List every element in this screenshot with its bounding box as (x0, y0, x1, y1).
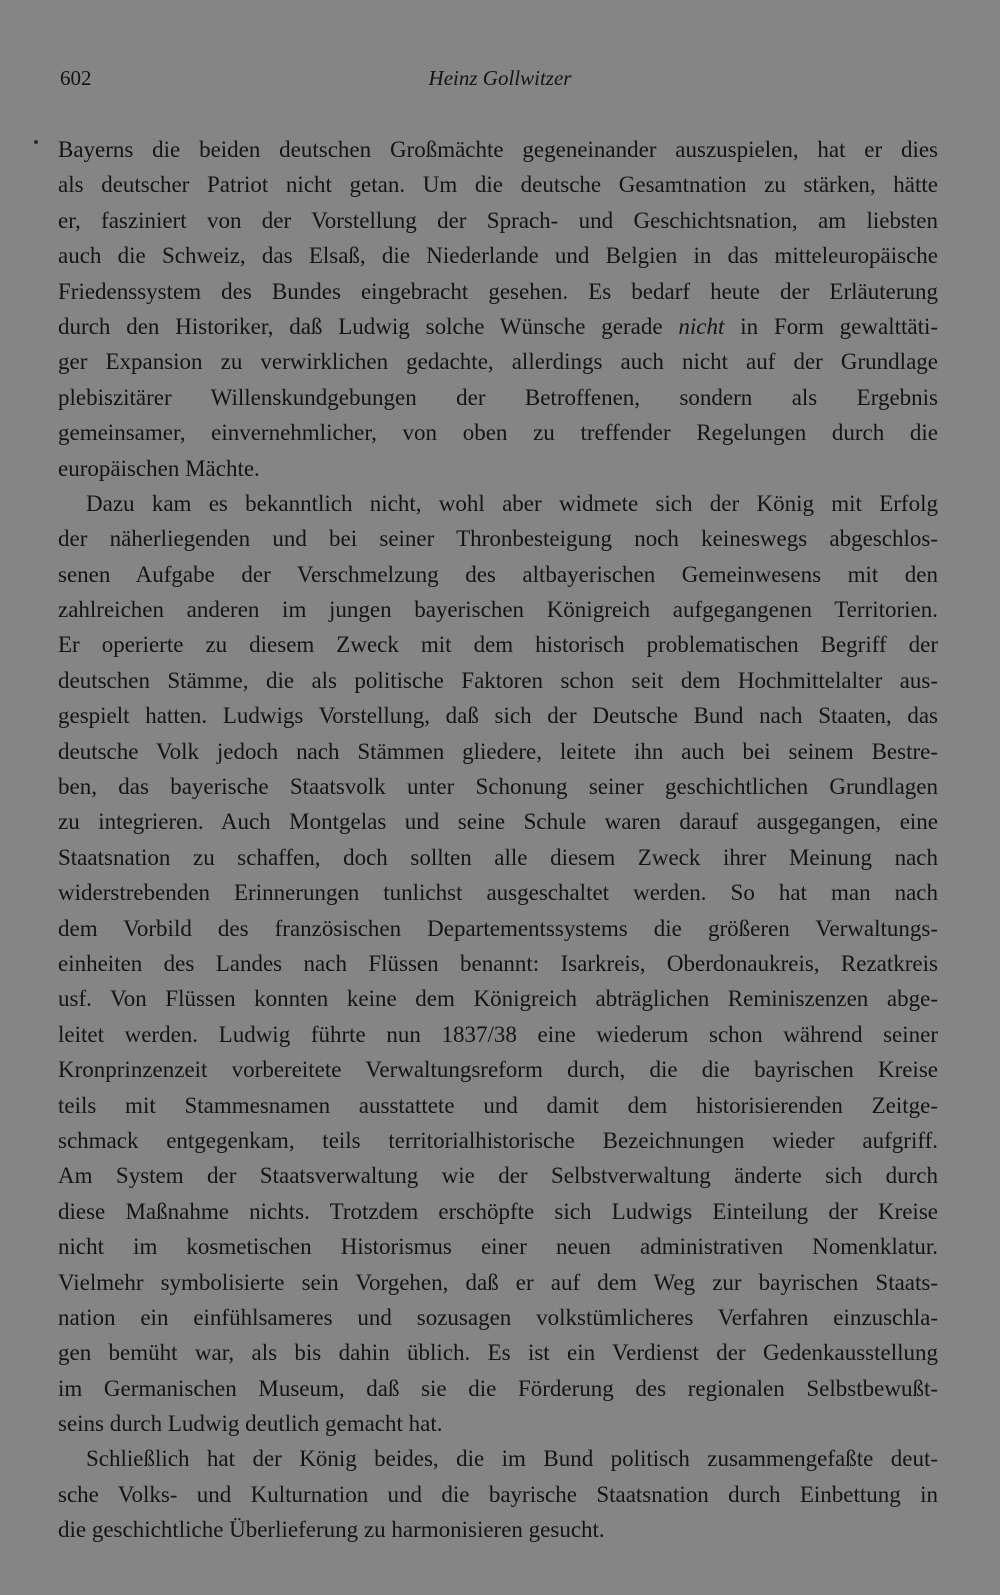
text-line: Am System der Staatsverwaltung wie der Selbstverwaltung änderte sich durch (58, 1163, 938, 1189)
text-line: ben, das bayerische Staatsvolk unter Schonung seiner geschichtlichen Grundlagen (58, 774, 938, 800)
text-line: usf. Von Flüssen konnten keine dem Königreich abträglichen Reminiszenzen abge- (58, 986, 938, 1012)
text-line: dem Vorbild des französischen Departementssystems die größeren Verwaltungs- (58, 915, 938, 941)
text-line: nicht im kosmetischen Historismus einer neuen administrativen Nomenklatur. (58, 1234, 938, 1260)
text-line: nation ein einfühlsameres und sozusagen volkstümlicheres Verfahren einzuschla- (58, 1304, 938, 1330)
text-line: einheiten des Landes nach Flüssen benannt: Isarkreis, Oberdonaukreis, Rezatkreis (58, 950, 938, 976)
text-line: senen Aufgabe der Verschmelzung des altbayerischen Gemeinwesens mit den (58, 561, 938, 587)
text-line: teils mit Stammesnamen ausstattete und damit dem historisierenden Zeitge- (58, 1092, 938, 1118)
text-line: der näherliegenden und bei seiner Thronbesteigung noch keineswegs abgeschlos- (58, 526, 938, 552)
emphasis-nicht: nicht (678, 313, 725, 339)
text-line: deutsche Volk jedoch nach Stämmen gliedere, leitete ihn auch bei seinem Bestre- (58, 738, 938, 764)
running-head: Heinz Gollwitzer (428, 66, 572, 90)
page-number: 602 (60, 66, 92, 90)
text-line: auch die Schweiz, das Elsaß, die Niederlande und Belgien in das mitteleuropäische (58, 243, 938, 269)
text-line: Staatsnation zu schaffen, doch sollten alle diesem Zweck ihrer Meinung nach (58, 844, 938, 870)
text-line: als deutscher Patriot nicht getan. Um die deutsche Gesamtnation zu stärken, hätte (58, 172, 938, 198)
text-line: ger Expansion zu verwirklichen gedachte, allerdings auch nicht auf der Grundlage (58, 349, 938, 375)
text-line: er, fasziniert von der Vorstellung der Sprach- und Geschichtsnation, am liebsten (58, 207, 938, 233)
text-line: plebiszitärer Willenskundgebungen der Betroffenen, sondern als Ergebnis (58, 384, 938, 410)
text-line: Friedenssystem des Bundes eingebracht gesehen. Es bedarf heute der Erläuterung (58, 278, 938, 304)
text-line: sche Volks- und Kulturnation und die bayrische Staatsnation durch Einbettung in (58, 1481, 938, 1507)
text-line: Vielmehr symbolisierte sein Vorgehen, daß er auf dem Weg zur bayrischen Staats- (58, 1269, 938, 1295)
text-line: gemeinsamer, einvernehmlicher, von oben zu treffender Regelungen durch die (58, 420, 938, 446)
text-line: europäischen Mächte. (58, 455, 260, 481)
text-line: schmack entgegenkam, teils territorialhistorische Bezeichnungen wieder aufgriff. (58, 1127, 938, 1153)
text-line: zu integrieren. Auch Montgelas und seine Schule waren darauf ausgegangen, eine (58, 809, 938, 835)
text-line: deutschen Stämme, die als politische Faktoren schon seit dem Hochmittelalter aus- (58, 667, 938, 693)
text-line: Kronprinzenzeit vorbereitete Verwaltungsreform durch, die die bayrischen Kreise (58, 1057, 938, 1083)
text-line: gen bemüht war, als bis dahin üblich. Es ist ein Verdienst der Gedenkausstellung (58, 1340, 938, 1366)
text-line: Dazu kam es bekanntlich nicht, wohl aber widmete sich der König mit Erfolg (86, 490, 938, 516)
text-line (58, 309, 938, 344)
text-line: diese Maßnahme nichts. Trotzdem erschöpfte sich Ludwigs Einteilung der Kreise (58, 1198, 938, 1224)
text-line: Schließlich hat der König beides, die im Bund politisch zusammengefaßte deut- (86, 1446, 938, 1472)
text-line: widerstrebenden Erinnerungen tunlichst ausgeschaltet werden. So hat man nach (58, 880, 938, 906)
text-line: zahlreichen anderen im jungen bayerischen Königreich aufgegangenen Territorien. (58, 597, 938, 623)
margin-speck (33, 139, 38, 144)
text-line: die geschichtliche Überlieferung zu harmonisieren gesucht. (58, 1517, 605, 1543)
text-run: in Form gewalttäti- (740, 313, 939, 339)
text-line: seins durch Ludwig deutlich gemacht hat. (58, 1411, 443, 1437)
body-text (58, 132, 938, 1548)
text-line: im Germanischen Museum, daß sie die Förderung des regionalen Selbstbewußt- (58, 1375, 938, 1401)
text-line: leitet werden. Ludwig führte nun 1837/38 eine wiederum schon während seiner (58, 1021, 938, 1047)
text-line: Bayerns die beiden deutschen Großmächte gegeneinander auszuspielen, hat er dies (58, 137, 938, 162)
text-line: gespielt hatten. Ludwigs Vorstellung, daß sich der Deutsche Bund nach Staaten, das (58, 703, 938, 729)
text-run: durch den Historiker, daß Ludwig solche Wünsche gerade (58, 313, 663, 339)
text-line: Er operierte zu diesem Zweck mit dem historisch problematischen Begriff der (58, 632, 938, 658)
